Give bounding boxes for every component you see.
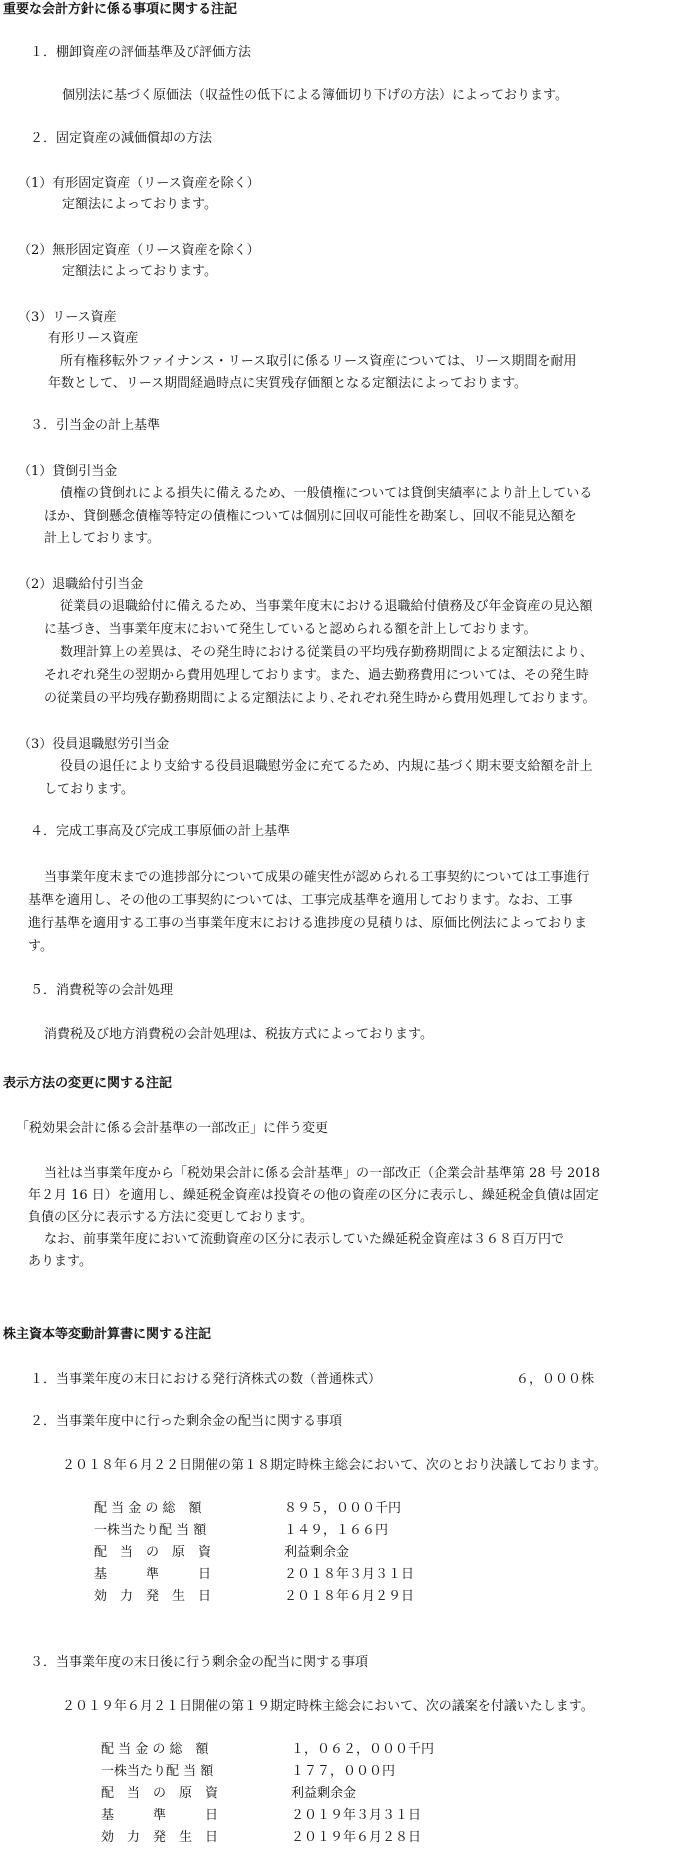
paragraph-line: に基づき、当事業年度末において発生していると認められる額を計上しております。 bbox=[44, 622, 537, 637]
row-value: 利益剰余金 bbox=[284, 1545, 350, 1560]
paragraph-line: 年数として、リース期間経過時点に実質残存価額となる定額法によっております。 bbox=[48, 376, 528, 391]
subitem-subheading: 有形リース資産 bbox=[48, 331, 139, 346]
paragraph-line: 当社は当事業年度から「税効果会計に係る会計基準」の一部改正（企業会計基準第 28 号 2018 bbox=[44, 1166, 601, 1181]
paragraph-line: 負債の区分に表示する方法に変更しております。 bbox=[28, 1210, 313, 1225]
row-label: 一株当たり配 当 額 bbox=[101, 1764, 214, 1779]
paragraph-line: 当事業年度末までの進捗部分について成果の確実性が認められる工事契約については工事進行 bbox=[44, 870, 590, 885]
row-value: 利益剰余金 bbox=[291, 1786, 357, 1801]
item-heading: ２．固定資産の減価償却の方法 bbox=[30, 131, 213, 146]
row-value: ２０１９年６月２８日 bbox=[291, 1830, 422, 1845]
table-row bbox=[94, 1498, 401, 1520]
paragraph-line: ２０１８年６月２２日開催の第１８期定時株主総会において、次のとおり決議しております。 bbox=[62, 1458, 607, 1473]
paragraph-line: それぞれ発生の翌期から費用処理しております。また、過去勤務費用については、その発生時 bbox=[44, 668, 589, 683]
issued-shares-value: ６，０００株 bbox=[516, 1372, 595, 1387]
paragraph-line: しております。 bbox=[44, 782, 134, 797]
row-value: ８９５，０００千円 bbox=[284, 1501, 402, 1516]
paragraph-line: 進行基準を適用する工事の当事業年度末における進捗度の見積りは、原価比例法によっておりま bbox=[28, 916, 588, 931]
row-label: 基 準 日 bbox=[94, 1567, 212, 1582]
item-heading: ３．当事業年度の末日後に行う剰余金の配当に関する事項 bbox=[30, 1655, 369, 1670]
section-title-presentation-change: 表示方法の変更に関する注記 bbox=[3, 1076, 173, 1091]
paragraph-line: す。 bbox=[28, 939, 53, 954]
row-value: １，０６２，０００千円 bbox=[291, 1742, 435, 1757]
subitem-heading: （1）有形固定資産（リース資産を除く） bbox=[18, 176, 260, 191]
item-heading: ４．完成工事高及び完成工事原価の計上基準 bbox=[30, 824, 291, 839]
paragraph-line: あります。 bbox=[28, 1254, 92, 1269]
row-label: 配 当 の 原 資 bbox=[101, 1786, 219, 1801]
table-row bbox=[101, 1739, 434, 1761]
paragraph-line: 基準を適用し、その他の工事契約については、工事完成基準を適用しております。なお、工事 bbox=[28, 893, 573, 908]
paragraph-line: 消費税及び地方消費税の会計処理は、税抜方式によっております。 bbox=[44, 1027, 433, 1042]
subitem-heading: （3）役員退職慰労引当金 bbox=[18, 737, 170, 752]
paragraph-line: なお、前事業年度において流動資産の区分に表示していた繰延税金資産は３６８百万円で bbox=[44, 1232, 565, 1247]
table-row bbox=[94, 1564, 414, 1586]
row-label: 配 当 金 の 総 額 bbox=[94, 1501, 202, 1516]
item-heading: ５．消費税等の会計処理 bbox=[30, 983, 174, 998]
table-row bbox=[101, 1805, 421, 1827]
item-heading: ２．当事業年度中に行った剰余金の配当に関する事項 bbox=[30, 1414, 343, 1429]
item-heading: １．当事業年度の末日における発行済株式の数（普通株式） bbox=[30, 1372, 382, 1387]
row-value: ２０１８年３月３１日 bbox=[284, 1567, 415, 1582]
row-value: １４９，１６６円 bbox=[284, 1523, 389, 1538]
row-label: 基 準 日 bbox=[101, 1808, 219, 1823]
row-value: １７７，０００円 bbox=[291, 1764, 396, 1779]
paragraph-line: 債権の貸倒れによる損失に備えるため、一般債権については貸倒実績率により計上している bbox=[60, 486, 593, 501]
table-row bbox=[94, 1586, 414, 1608]
table-row bbox=[94, 1520, 388, 1542]
paragraph-line: 個別法に基づく原価法（収益性の低下による簿価切り下げの方法）によっております。 bbox=[62, 88, 568, 103]
paragraph-line: 数理計算上の差異は、その発生時における従業員の平均残存勤務期間による定額法により、 bbox=[60, 645, 594, 660]
paragraph-line: の従業員の平均残存勤務期間による定額法により､それぞれ発生時から費用処理しております。 bbox=[44, 691, 596, 706]
section-title-shareholders-equity: 株主資本等変動計算書に関する注記 bbox=[3, 1327, 212, 1342]
paragraph-line: 従業員の退職給付に備えるため、当事業年度末における退職給付債務及び年金資産の見込額 bbox=[60, 599, 593, 614]
subitem-heading: （3）リース資産 bbox=[18, 310, 117, 325]
paragraph-line: 役員の退任により支給する役員退職慰労金に充てるため、内規に基づく期末要支給額を計上 bbox=[60, 759, 593, 774]
item-heading: ３．引当金の計上基準 bbox=[30, 418, 161, 433]
subitem-heading: （1）貸倒引当金 bbox=[18, 464, 118, 479]
row-label: 配 当 の 原 資 bbox=[94, 1545, 212, 1560]
subitem-heading: （2）退職給付引当金 bbox=[18, 577, 144, 592]
row-value: ２０１９年３月３１日 bbox=[291, 1808, 422, 1823]
subsection-heading: 「税効果会計に係る会計基準の一部改正」に伴う変更 bbox=[16, 1121, 329, 1136]
paragraph-line: ２０１９年６月２１日開催の第１９期定時株主総会において、次の議案を付議いたします。 bbox=[62, 1699, 594, 1714]
section-title-accounting-policies: 重要な会計方針に係る事項に関する注記 bbox=[3, 2, 238, 17]
row-label: 効 力 発 生 日 bbox=[101, 1830, 219, 1845]
subitem-heading: （2）無形固定資産（リース資産を除く） bbox=[18, 243, 260, 258]
table-row bbox=[94, 1542, 349, 1564]
row-value: ２０１８年６月２９日 bbox=[284, 1589, 415, 1604]
row-label: 配 当 金 の 総 額 bbox=[101, 1742, 209, 1757]
table-row bbox=[101, 1761, 395, 1783]
paragraph-line: ほか、貸倒懸念債権等特定の債権については個別に回収可能性を勘案し、回収不能見込額を bbox=[44, 509, 577, 524]
row-label: 一株当たり配 当 額 bbox=[94, 1523, 207, 1538]
item-heading: １．棚卸資産の評価基準及び評価方法 bbox=[30, 45, 252, 60]
table-row bbox=[101, 1783, 356, 1805]
paragraph-line: 定額法によっております。 bbox=[62, 197, 217, 212]
row-label: 効 力 発 生 日 bbox=[94, 1589, 212, 1604]
paragraph-line: 計上しております。 bbox=[44, 531, 160, 546]
paragraph-line: 所有権移転外ファイナンス・リース取引に係るリース資産については、リース期間を耐用 bbox=[60, 354, 577, 369]
paragraph-line: 定額法によっております。 bbox=[62, 264, 217, 279]
table-row bbox=[101, 1827, 421, 1849]
paragraph-line: 年２月 16 日）を適用し、繰延税金資産は投資その他の資産の区分に表示し、繰延税金負債は固定 bbox=[28, 1188, 599, 1203]
